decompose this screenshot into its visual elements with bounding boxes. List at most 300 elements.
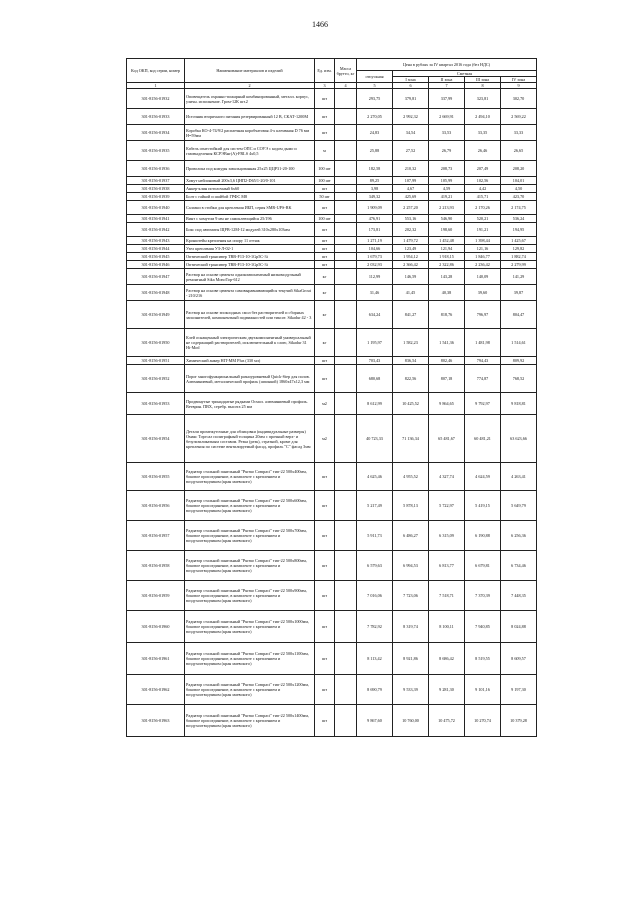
zone2-price-cell: 337,99 xyxy=(429,89,465,109)
col-num: 6 xyxy=(393,83,429,89)
table-row xyxy=(127,463,537,491)
mass-cell xyxy=(335,365,357,393)
zone3-price-cell: 102,56 xyxy=(465,177,501,185)
zone3-price-cell: 1 481,98 xyxy=(465,329,501,357)
name-cell: Анкер-клин потолочный 6х60 xyxy=(185,185,315,193)
unit-cell: шт xyxy=(315,581,335,611)
zone2-price-cell: 121,94 xyxy=(429,245,465,253)
zone3-price-cell: 415,71 xyxy=(465,193,501,201)
table-row xyxy=(127,491,537,521)
table-row xyxy=(127,643,537,675)
name-cell: Клей оснащенный электрическим двухкомпонентный универсальный не содержащий растворителей, исключительный к слою, Sikadur 31 Hi-Mod xyxy=(185,329,315,357)
mass-cell xyxy=(335,193,357,201)
col-num: 5 xyxy=(357,83,393,89)
mass-cell xyxy=(335,269,357,285)
mass-cell xyxy=(335,253,357,261)
zone1-price-cell: 34,54 xyxy=(393,125,429,141)
zone1-price-cell: 210,32 xyxy=(393,161,429,177)
zone1-price-cell: 836,54 xyxy=(393,357,429,365)
code-cell: 301-8156-01937 xyxy=(127,177,185,185)
zone2-price-cell: 546,90 xyxy=(429,215,465,223)
zone2-price-cell: 143,28 xyxy=(429,269,465,285)
release-price-cell: 89,25 xyxy=(357,177,393,185)
mass-cell xyxy=(335,491,357,521)
header-name: Наименование материалов и изделий xyxy=(185,59,315,83)
code-cell: 301-8156-01939 xyxy=(127,193,185,201)
zone4-price-cell: 2 569,22 xyxy=(501,109,537,125)
code-cell: 301-8156-01949 xyxy=(127,301,185,329)
table-row xyxy=(127,329,537,357)
release-price-cell: 8 113,42 xyxy=(357,643,393,675)
table-row xyxy=(127,581,537,611)
unit-cell: шт xyxy=(315,675,335,705)
code-cell: 301-8156-01932 xyxy=(127,89,185,109)
name-cell: Салазки в стойки для крепления ИБП, серия SMR-UPS-RK xyxy=(185,201,315,215)
zone2-price-cell: 208,73 xyxy=(429,161,465,177)
header-price: Цена в рублях за IV квартал 2016 года (без НДС) xyxy=(357,59,537,71)
code-cell: 301-8156-01951 xyxy=(127,357,185,365)
zone2-price-cell: 7 518,71 xyxy=(429,581,465,611)
code-cell: 301-8156-01950 xyxy=(127,329,185,357)
code-cell: 301-8156-01941 xyxy=(127,215,185,223)
mass-cell xyxy=(335,705,357,737)
zone1-price-cell: 425,69 xyxy=(393,193,429,201)
table-row xyxy=(127,521,537,551)
unit-cell: 100 шт xyxy=(315,177,335,185)
zone4-price-cell: 141,29 xyxy=(501,269,537,285)
zone1-price-cell: 2 992,32 xyxy=(393,109,429,125)
zone1-price-cell: 10 760,00 xyxy=(393,705,429,737)
release-price-cell: 349,32 xyxy=(357,193,393,201)
release-price-cell: 634,24 xyxy=(357,301,393,329)
zone3-price-cell: 8 519,55 xyxy=(465,643,501,675)
zone3-price-cell: 26,46 xyxy=(465,141,501,161)
table-row xyxy=(127,285,537,301)
release-price-cell: 104,66 xyxy=(357,245,393,253)
zone2-price-cell: 9 281,30 xyxy=(429,675,465,705)
mass-cell xyxy=(335,109,357,125)
name-cell: Кабель огнестойкий для систем ОПС и СОУЭ с кодом дымо и газовыделения КСРЭВнг(А)-FRLS 4х0,5 xyxy=(185,141,315,161)
mass-cell xyxy=(335,329,357,357)
release-price-cell: 5 911,73 xyxy=(357,521,393,551)
mass-cell xyxy=(335,551,357,581)
name-cell: Радиатор стальной панельный "Purmo Compact" тип-22 500х1000мм, боковое присоединение, в комплекте с креплением и воздухоотводчиком (кран маевского) xyxy=(185,611,315,643)
zone2-price-cell: 5 722,97 xyxy=(429,491,465,521)
unit-cell: 100 шт xyxy=(315,161,335,177)
table-row xyxy=(127,109,537,125)
header-zone3: III зона xyxy=(465,77,501,83)
release-price-cell: 182,58 xyxy=(357,161,393,177)
table-row xyxy=(127,415,537,463)
zone2-price-cell: 8 100,11 xyxy=(429,611,465,643)
zone2-price-cell: 40,38 xyxy=(429,285,465,301)
code-cell: 301-8156-01955 xyxy=(127,463,185,491)
release-price-cell: 40 723,33 xyxy=(357,415,393,463)
zone1-price-cell: 841,27 xyxy=(393,301,429,329)
zone3-price-cell: 1 846,77 xyxy=(465,253,501,261)
mass-cell xyxy=(335,177,357,185)
mass-cell xyxy=(335,215,357,223)
zone1-price-cell: 7 723,06 xyxy=(393,581,429,611)
zone4-price-cell: 804,47 xyxy=(501,301,537,329)
zone3-price-cell: 39,60 xyxy=(465,285,501,301)
zone2-price-cell: 4,59 xyxy=(429,185,465,193)
table-row xyxy=(127,357,537,365)
zone3-price-cell: 4,42 xyxy=(465,185,501,193)
code-cell: 301-8156-01957 xyxy=(127,521,185,551)
unit-cell: шт xyxy=(315,109,335,125)
name-cell: Винт с хомутом 9 мм не самоклеющийся 25/196 xyxy=(185,215,315,223)
release-price-cell: 2 032,93 xyxy=(357,261,393,269)
name-cell: Радиатор стальной панельный "Purmo Compact" тип-22 500х1100мм, боковое присоединение, в комплекте с креплением и воздухоотводчиком (кран маевского) xyxy=(185,643,315,675)
col-num: 1 xyxy=(127,83,185,89)
name-cell: Оптический трансивер TBB-F13-10-1Gp5C-3i xyxy=(185,261,315,269)
zone3-price-cell: 191,21 xyxy=(465,223,501,237)
release-price-cell: 8 690,79 xyxy=(357,675,393,705)
zone3-price-cell: 1 398,44 xyxy=(465,237,501,245)
release-price-cell: 1 195,97 xyxy=(357,329,393,357)
release-price-cell: 25,88 xyxy=(357,141,393,161)
zone1-price-cell: 146,59 xyxy=(393,269,429,285)
zone1-price-cell: 2 366,42 xyxy=(393,261,429,269)
name-cell: Бокс под автоматы ЩРВ-12М-12 модулей 310х280х103мм xyxy=(185,223,315,237)
release-price-cell: 6 579,63 xyxy=(357,551,393,581)
zone4-price-cell: 1 514,61 xyxy=(501,329,537,357)
table-row xyxy=(127,301,537,329)
zone2-price-cell: 9 864,65 xyxy=(429,393,465,415)
release-price-cell: 5 217,49 xyxy=(357,491,393,521)
zone4-price-cell: 33,33 xyxy=(501,125,537,141)
zone3-price-cell: 121,16 xyxy=(465,245,501,253)
zone3-price-cell: 2 494,10 xyxy=(465,109,501,125)
zone2-price-cell: 2 322,86 xyxy=(429,261,465,269)
table-row xyxy=(127,161,537,177)
name-cell: Радиатор стальной панельный "Purmo Compact" тип-22 500х800мм, боковое присоединение, в комплекте с креплением и воздухоотводчиком (кран маевского) xyxy=(185,551,315,581)
header-zone1: I зона xyxy=(393,77,429,83)
unit-cell: шт xyxy=(315,365,335,393)
zone3-price-cell: 140,09 xyxy=(465,269,501,285)
unit-cell: шт xyxy=(315,185,335,193)
zone2-price-cell: 4 327,74 xyxy=(429,463,465,491)
release-price-cell: 24,83 xyxy=(357,125,393,141)
mass-cell xyxy=(335,245,357,253)
zone1-price-cell: 123,49 xyxy=(393,245,429,253)
mass-cell xyxy=(335,141,357,161)
zone3-price-cell: 794,43 xyxy=(465,357,501,365)
name-cell: Радиатор стальной панельный "Purmo Compact" тип-22 500х1400мм, боковое присоединение, в комплекте с креплением и воздухоотводчиком (кран маевского) xyxy=(185,705,315,737)
zone1-price-cell: 27,52 xyxy=(393,141,429,161)
zone4-price-cell: 7 448,35 xyxy=(501,581,537,611)
header-code: Код ОКП, код серии, номер xyxy=(127,59,185,83)
zone2-price-cell: 1 541,36 xyxy=(429,329,465,357)
release-price-cell: 4 625,46 xyxy=(357,463,393,491)
header-release: отпускная xyxy=(357,71,393,83)
release-price-cell: 9 867,60 xyxy=(357,705,393,737)
mass-cell xyxy=(335,185,357,193)
zone3-price-cell: 2 170,26 xyxy=(465,201,501,215)
unit-cell: кг xyxy=(315,301,335,329)
code-cell: 301-8156-01961 xyxy=(127,643,185,675)
zone3-price-cell: 6 190,88 xyxy=(465,521,501,551)
zone3-price-cell: 520,21 xyxy=(465,215,501,223)
zone4-price-cell: 2 279,99 xyxy=(501,261,537,269)
mass-cell xyxy=(335,675,357,705)
release-price-cell: 7 782,92 xyxy=(357,611,393,643)
name-cell: Хомут нейлоновый 200х3,6 ЦНП2-D65/1-20/0-101 xyxy=(185,177,315,185)
name-cell: Порог многофункциональный разноуровневый Quick-Step для полов. Алюминиевый, металлический профиль (шпонкой) 1860х47х12,3 мм xyxy=(185,365,315,393)
code-cell: 301-8156-01956 xyxy=(127,491,185,521)
mass-cell xyxy=(335,201,357,215)
zone4-price-cell: 129,82 xyxy=(501,245,537,253)
unit-cell: шт xyxy=(315,245,335,253)
unit-cell: кг xyxy=(315,285,335,301)
zone1-price-cell: 71 136,34 xyxy=(393,415,429,463)
mass-cell xyxy=(335,581,357,611)
mass-cell xyxy=(335,223,357,237)
col-num: 9 xyxy=(501,83,537,89)
release-price-cell: 703,43 xyxy=(357,357,393,365)
zone4-price-cell: 536,24 xyxy=(501,215,537,223)
mass-cell xyxy=(335,89,357,109)
zone4-price-cell: 2 174,75 xyxy=(501,201,537,215)
table-row xyxy=(127,551,537,581)
code-cell: 301-8156-01938 xyxy=(127,185,185,193)
zone1-price-cell: 41,45 xyxy=(393,285,429,301)
release-price-cell: 476,91 xyxy=(357,215,393,223)
table-row xyxy=(127,245,537,253)
zone1-price-cell: 5 878,13 xyxy=(393,491,429,521)
zone3-price-cell: 4 624,59 xyxy=(465,463,501,491)
unit-cell: 100 шт xyxy=(315,215,335,223)
code-cell: 301-8156-01959 xyxy=(127,581,185,611)
zone2-price-cell: 818,76 xyxy=(429,301,465,329)
release-price-cell: 1 271,19 xyxy=(357,237,393,245)
zone2-price-cell: 105,99 xyxy=(429,177,465,185)
mass-cell xyxy=(335,611,357,643)
code-cell: 301-8156-01948 xyxy=(127,285,185,301)
zone4-price-cell: 1 882,74 xyxy=(501,253,537,261)
unit-cell: шт xyxy=(315,261,335,269)
zone2-price-cell: 10 475,72 xyxy=(429,705,465,737)
mass-cell xyxy=(335,357,357,365)
zone4-price-cell: 26,65 xyxy=(501,141,537,161)
zone2-price-cell: 802,46 xyxy=(429,357,465,365)
unit-cell: шт xyxy=(315,705,335,737)
unit-cell: шт xyxy=(315,643,335,675)
unit-cell: кг xyxy=(315,269,335,285)
zone4-price-cell: 9 197,30 xyxy=(501,675,537,705)
name-cell: Раствор на основе цемента однокомпонентный низкомодульный ремонтный Sika MonoTop-612 xyxy=(185,269,315,285)
zone4-price-cell: 8 609,57 xyxy=(501,643,537,675)
code-cell: 301-8156-01942 xyxy=(127,223,185,237)
unit-cell: шт xyxy=(315,611,335,643)
col-num: 8 xyxy=(465,83,501,89)
table-row xyxy=(127,237,537,245)
table-row xyxy=(127,193,537,201)
zone1-price-cell: 107,99 xyxy=(393,177,429,185)
zone2-price-cell: 26,79 xyxy=(429,141,465,161)
code-cell: 301-8156-01945 xyxy=(127,253,185,261)
zone3-price-cell: 774,87 xyxy=(465,365,501,393)
zone4-price-cell: 194,95 xyxy=(501,223,537,237)
zone4-price-cell: 302,70 xyxy=(501,89,537,109)
table-row xyxy=(127,253,537,261)
price-table xyxy=(126,58,537,737)
unit-cell: шт xyxy=(315,521,335,551)
zone2-price-cell: 2 213,93 xyxy=(429,201,465,215)
zone4-price-cell: 4,50 xyxy=(501,185,537,193)
unit-cell: шт xyxy=(315,89,335,109)
release-price-cell: 173,81 xyxy=(357,223,393,237)
mass-cell xyxy=(335,285,357,301)
zone3-price-cell: 10 270,74 xyxy=(465,705,501,737)
release-price-cell: 31,46 xyxy=(357,285,393,301)
zone4-price-cell: 208,20 xyxy=(501,161,537,177)
zone3-price-cell: 207,49 xyxy=(465,161,501,177)
zone3-price-cell: 7 940,85 xyxy=(465,611,501,643)
zone1-price-cell: 8 319,74 xyxy=(393,611,429,643)
name-cell: Раствор на основе цемента самовыравнивающийся текучий SikaGrout - 210/216 xyxy=(185,285,315,301)
mass-cell xyxy=(335,393,357,415)
zone2-price-cell: 1 918,15 xyxy=(429,253,465,261)
zone4-price-cell: 423,70 xyxy=(501,193,537,201)
zone3-price-cell: 5 419,15 xyxy=(465,491,501,521)
mass-cell xyxy=(335,161,357,177)
code-cell: 301-8156-01944 xyxy=(127,245,185,253)
code-cell: 301-8156-01963 xyxy=(127,705,185,737)
name-cell: Болт с гайкой и шайбой ГРФС М8 xyxy=(185,193,315,201)
table-row xyxy=(127,215,537,223)
table-row xyxy=(127,89,537,109)
zone1-price-cell: 9 533,39 xyxy=(393,675,429,705)
release-price-cell: 1 909,09 xyxy=(357,201,393,215)
zone3-price-cell: 9 101,16 xyxy=(465,675,501,705)
zone2-price-cell: 6 813,77 xyxy=(429,551,465,581)
release-price-cell: 1 679,73 xyxy=(357,253,393,261)
code-cell: 301-8156-01934 xyxy=(127,125,185,141)
header-mass: Масса брутто, кг xyxy=(335,59,357,83)
table-row xyxy=(127,705,537,737)
zone1-price-cell: 379,81 xyxy=(393,89,429,109)
zone4-price-cell: 10 379,28 xyxy=(501,705,537,737)
zone1-price-cell: 1 582,23 xyxy=(393,329,429,357)
unit-cell: шт xyxy=(315,491,335,521)
unit-cell: шт xyxy=(315,237,335,245)
table-row xyxy=(127,611,537,643)
zone4-price-cell: 768,52 xyxy=(501,365,537,393)
name-cell: Коробка КО-4-74/9/2 распаечная коробчатовая 4-х клеммная D 76 мм Н=59мм xyxy=(185,125,315,141)
zone1-price-cell: 8 921,86 xyxy=(393,643,429,675)
unit-cell: м xyxy=(315,141,335,161)
unit-cell: шт xyxy=(315,201,335,215)
mass-cell xyxy=(335,415,357,463)
zone2-price-cell: 8 686,42 xyxy=(429,643,465,675)
code-cell: 301-8156-01933 xyxy=(127,109,185,125)
name-cell: Источник вторичного питания резервированный 12 В, СКАТ-1200М xyxy=(185,109,315,125)
table-row xyxy=(127,223,537,237)
name-cell: Радиатор стальной панельный "Purmo Compact" тип-22 500х600мм, боковое присоединение, в комплекте с креплением и воздухоотводчиком (кран маевского) xyxy=(185,491,315,521)
zone2-price-cell: 419,21 xyxy=(429,193,465,201)
zone1-price-cell: 822,56 xyxy=(393,365,429,393)
code-cell: 301-8156-01953 xyxy=(127,393,185,415)
name-cell: Проволока под кожуры завальцованная 25х25 ЦЦР31-20-100 xyxy=(185,161,315,177)
zone3-price-cell: 60 481,21 xyxy=(465,415,501,463)
zone1-price-cell: 1 479,72 xyxy=(393,237,429,245)
zone3-price-cell: 323,81 xyxy=(465,89,501,109)
table-row xyxy=(127,177,537,185)
mass-cell xyxy=(335,521,357,551)
zone3-price-cell: 796,97 xyxy=(465,301,501,329)
zone2-price-cell: 2 669,91 xyxy=(429,109,465,125)
code-cell: 301-8156-01952 xyxy=(127,365,185,393)
col-num: 7 xyxy=(429,83,465,89)
zone4-price-cell: 6 734,46 xyxy=(501,551,537,581)
zone4-price-cell: 1 425,67 xyxy=(501,237,537,245)
name-cell: Химический анкер НIT-MM Plus (330 мл) xyxy=(185,357,315,365)
name-cell: Раствор на основе эпоксидных смол без растворителей и сборных заполнителей, компонентный подвижностей или тиксот. Sikadur 42 - 3 xyxy=(185,301,315,329)
name-cell: Детали промежуточные для облицовки (индивидуальные размеры) Омакс Торгсал полиграфный толщина 20мм с прочный верх- и безультиликатным составом. Резка (резк), стратной, кроме для крепления по системе вентилируемый фасад, профиль "С" фасад 3мм xyxy=(185,415,315,463)
name-cell: Радиатор стальной панельный "Purmo Compact" тип-22 500х400мм, боковое присоединение, в комплекте с креплением и воздухоотводчиком (кран маевского) xyxy=(185,463,315,491)
table-row xyxy=(127,141,537,161)
release-price-cell: 3,98 xyxy=(357,185,393,193)
name-cell: Оптический трансивер TBB-F13-10-1Gp5C-3i xyxy=(185,253,315,261)
mass-cell xyxy=(335,237,357,245)
name-cell: Узел крепления УЗ-Л-02-1 xyxy=(185,245,315,253)
zone4-price-cell: 6 256,36 xyxy=(501,521,537,551)
name-cell: Кронштейн крепления на опору 11 оттяж xyxy=(185,237,315,245)
zone2-price-cell: 807,18 xyxy=(429,365,465,393)
zone4-price-cell: 4 263,41 xyxy=(501,463,537,491)
col-num: 4 xyxy=(335,83,357,89)
mass-cell xyxy=(335,125,357,141)
zone3-price-cell: 7 370,39 xyxy=(465,581,501,611)
zone4-price-cell: 63 623,66 xyxy=(501,415,537,463)
table-row xyxy=(127,675,537,705)
table-row xyxy=(127,201,537,215)
unit-cell: шт xyxy=(315,125,335,141)
zone2-price-cell: 198,60 xyxy=(429,223,465,237)
zone4-price-cell: 39,87 xyxy=(501,285,537,301)
code-cell: 301-8156-01947 xyxy=(127,269,185,285)
code-cell: 301-8156-01936 xyxy=(127,161,185,177)
zone1-price-cell: 553,16 xyxy=(393,215,429,223)
code-cell: 301-8156-01958 xyxy=(127,551,185,581)
code-cell: 301-8156-01954 xyxy=(127,415,185,463)
code-cell: 301-8156-01943 xyxy=(127,237,185,245)
table-row xyxy=(127,269,537,285)
zone4-price-cell: 8 024,88 xyxy=(501,611,537,643)
name-cell: Радиатор стальной панельный "Purmo Compact" тип-22 500х700мм, боковое присоединение, в комплекте с креплением и воздухоотводчиком (кран маевского) xyxy=(185,521,315,551)
table-row xyxy=(127,365,537,393)
code-cell: 301-8156-01940 xyxy=(127,201,185,215)
mass-cell xyxy=(335,261,357,269)
zone3-price-cell: 9 792,97 xyxy=(465,393,501,415)
mass-cell xyxy=(335,463,357,491)
unit-cell: шт xyxy=(315,551,335,581)
col-num: 2 xyxy=(185,83,315,89)
zone1-price-cell: 202,32 xyxy=(393,223,429,237)
name-cell: Радиатор стальной панельный "Purmo Compact" тип-22 500х1200мм, боковое присоединение, в комплекте с креплением и воздухоотводчиком (кран маевского) xyxy=(185,675,315,705)
zone4-price-cell: 104,01 xyxy=(501,177,537,185)
zone2-price-cell: 1 452,48 xyxy=(429,237,465,245)
zone1-price-cell: 4 955,52 xyxy=(393,463,429,491)
release-price-cell: 8 612,99 xyxy=(357,393,393,415)
unit-cell: кг xyxy=(315,329,335,357)
unit-cell: шт xyxy=(315,357,335,365)
release-price-cell: 7 016,06 xyxy=(357,581,393,611)
mass-cell xyxy=(335,301,357,329)
zone3-price-cell: 6 679,81 xyxy=(465,551,501,581)
